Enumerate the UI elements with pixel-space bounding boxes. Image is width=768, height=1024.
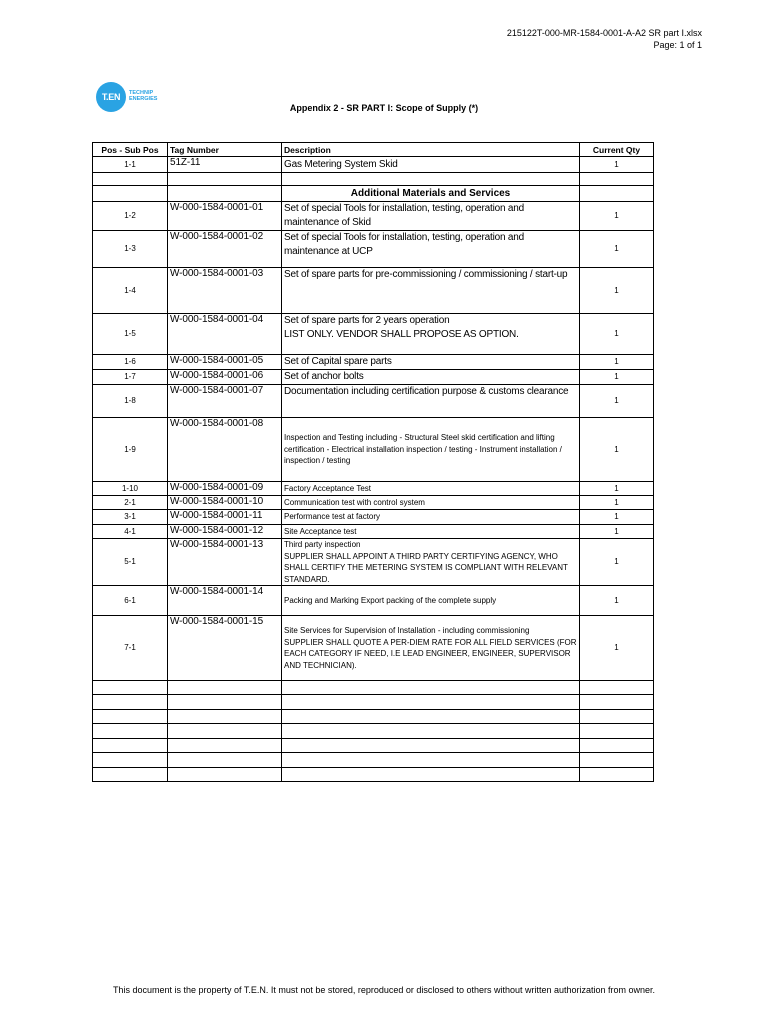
table-row: 1-1 51Z-11 Gas Metering System Skid 1: [93, 157, 654, 173]
table-row: 1-9 W-000-1584-0001-08 Inspection and Testing including - Structural Steel skid certification and lifting certification - Electrical installation inspection / testing - Instrument installation / inspection / testing 1: [93, 418, 654, 482]
col-tag-header: Tag Number: [168, 143, 282, 157]
table-row: 6-1 W-000-1584-0001-14 Packing and Marking Export packing of the complete supply 1: [93, 586, 654, 616]
empty-row: [93, 739, 654, 753]
footer-notice: This document is the property of T.E.N. It must not be stored, reproduced or disclosed to others without written authorization from owner.: [112, 985, 656, 995]
table-row: 1-2 W-000-1584-0001-01 Set of special Tools for installation, testing, operation and maintenance of Skid 1: [93, 202, 654, 231]
page-title: Appendix 2 - SR PART I: Scope of Supply (*): [289, 103, 479, 113]
empty-row: [93, 681, 654, 695]
table-row: 1-8 W-000-1584-0001-07 Documentation including certification purpose & customs clearance 1: [93, 385, 654, 418]
table-row: 3-1 W-000-1584-0001-11 Performance test at factory 1: [93, 510, 654, 525]
section-heading: Additional Materials and Services: [282, 186, 580, 202]
logo-text: TECHNIP ENERGIES: [129, 90, 158, 102]
table-row: 5-1 W-000-1584-0001-13 Third party inspection SUPPLIER SHALL APPOINT A THIRD PARTY CERTIFYING AGENCY, WHO SHALL CERTIFY THE METERING SYSTEM IS COMPLIANT WITH RELEVANT STANDARD. 1: [93, 539, 654, 586]
col-qty-header: Current Qty: [580, 143, 654, 157]
col-desc-header: Description: [282, 143, 580, 157]
table-row: 7-1 W-000-1584-0001-15 Site Services for Supervision of Installation - including commissioning SUPPLIER SHALL QUOTE A PER-DIEM RATE FOR ALL FIELD SERVICES (FOR EACH CATEGORY IF NEED, I.E LEAD ENGINEER, ENGINEER, SUPERVISOR AND TECHNICIAN). 1: [93, 616, 654, 681]
table-row: 1-5 W-000-1584-0001-04 Set of spare parts for 2 years operation LIST ONLY. VENDOR SHALL PROPOSE AS OPTION. 1: [93, 314, 654, 355]
table-row: 1-10 W-000-1584-0001-09 Factory Acceptance Test 1: [93, 482, 654, 496]
empty-row: [93, 768, 654, 782]
empty-row: [93, 753, 654, 768]
table-row: 1-4 W-000-1584-0001-03 Set of spare parts for pre-commissioning / commissioning / start-up 1: [93, 268, 654, 314]
table-row: 2-1 W-000-1584-0001-10 Communication test with control system 1: [93, 496, 654, 510]
table-row: 1-6 W-000-1584-0001-05 Set of Capital spare parts 1: [93, 355, 654, 370]
empty-row: [93, 724, 654, 739]
logo-mark: T.EN: [96, 82, 126, 112]
table-row: [93, 173, 654, 186]
page-number: Page: 1 of 1: [653, 40, 702, 50]
empty-row: [93, 695, 654, 710]
table-row: 1-7 W-000-1584-0001-06 Set of anchor bolts 1: [93, 370, 654, 385]
file-name: 215122T-000-MR-1584-0001-A-A2 SR part I.xlsx: [506, 28, 702, 38]
table-row: 4-1 W-000-1584-0001-12 Site Acceptance test 1: [93, 525, 654, 539]
document-header: [507, 27, 702, 51]
table-row: [93, 186, 654, 202]
scope-of-supply-table: [92, 142, 654, 782]
table-header-row: [93, 143, 654, 157]
table-row: 1-3 W-000-1584-0001-02 Set of special Tools for installation, testing, operation and maintenance at UCP 1: [93, 231, 654, 268]
col-pos-header: Pos - Sub Pos: [93, 143, 168, 157]
empty-row: [93, 710, 654, 724]
